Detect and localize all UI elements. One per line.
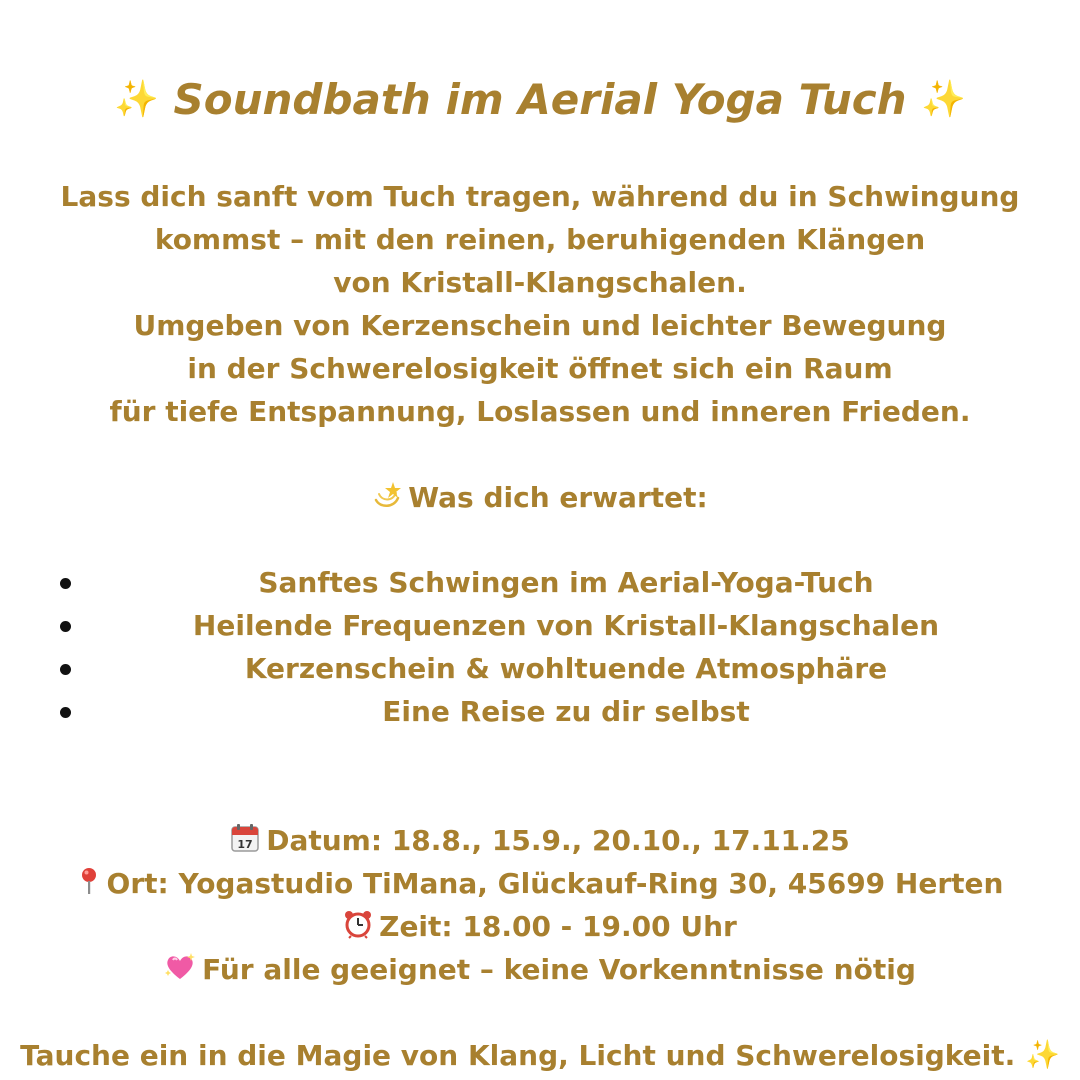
list-item-text: Sanftes Schwingen im Aerial-Yoga-Tuch	[258, 566, 874, 599]
list-item	[0, 563, 1080, 606]
intro-line: von Kristall-Klangschalen.	[333, 266, 747, 299]
list-item-text: Kerzenschein & wohltuende Atmosphäre	[244, 652, 888, 685]
list-item	[0, 606, 1080, 649]
dizzy-star-icon	[372, 480, 402, 521]
expect-list	[0, 563, 1080, 735]
calendar-icon	[230, 823, 260, 864]
sparkles-icon: ✨	[921, 78, 966, 120]
list-item-text: Eine Reise zu dir selbst	[382, 695, 750, 728]
place-text: Ort: Yogastudio TiMana, Glückauf-Ring 30, 45699 Herten	[106, 867, 1004, 900]
date-text: Datum: 18.8., 15.9., 20.10., 17.11.25	[266, 824, 850, 857]
intro-line: Umgeben von Kerzenschein und leichter Bewegung	[133, 309, 947, 342]
page-title-text: Soundbath im Aerial Yoga Tuch	[173, 75, 907, 124]
expect-heading	[0, 478, 1080, 521]
date-line	[0, 821, 1080, 864]
time-text: Zeit: 18.00 - 19.00 Uhr	[379, 910, 737, 943]
closing-text: Tauche ein in die Magie von Klang, Licht und Schwerelosigkeit.	[20, 1039, 1016, 1072]
sparkling-heart-icon	[164, 952, 196, 993]
list-item-text: Heilende Frequenzen von Kristall-Klangschalen	[192, 609, 940, 642]
list-item	[0, 649, 1080, 692]
pin-icon	[77, 866, 101, 907]
list-item	[0, 692, 1080, 735]
intro-line: kommst – mit den reinen, beruhigenden Klängen	[154, 223, 926, 256]
audience-line	[0, 950, 1080, 993]
bullet-icon	[60, 578, 71, 589]
intro-line: Lass dich sanft vom Tuch tragen, während du in Schwingung	[60, 180, 1020, 213]
expect-heading-text: Was dich erwartet:	[408, 481, 708, 514]
page-title	[0, 72, 1080, 128]
alarm-clock-icon	[343, 909, 373, 950]
intro-line: in der Schwerelosigkeit öffnet sich ein Raum	[187, 352, 893, 385]
place-line	[0, 864, 1080, 907]
svg-text:17: 17	[237, 838, 253, 851]
intro-line: für tiefe Entspannung, Loslassen und inneren Frieden.	[109, 395, 971, 428]
sparkles-icon: ✨	[1024, 1038, 1060, 1071]
bullet-icon	[60, 621, 71, 632]
bullet-icon	[60, 664, 71, 675]
time-line	[0, 907, 1080, 950]
audience-text: Für alle geeignet – keine Vorkenntnisse nötig	[202, 953, 916, 986]
closing-line	[0, 1036, 1080, 1076]
bullet-icon	[60, 707, 71, 718]
sparkles-icon: ✨	[114, 78, 159, 120]
